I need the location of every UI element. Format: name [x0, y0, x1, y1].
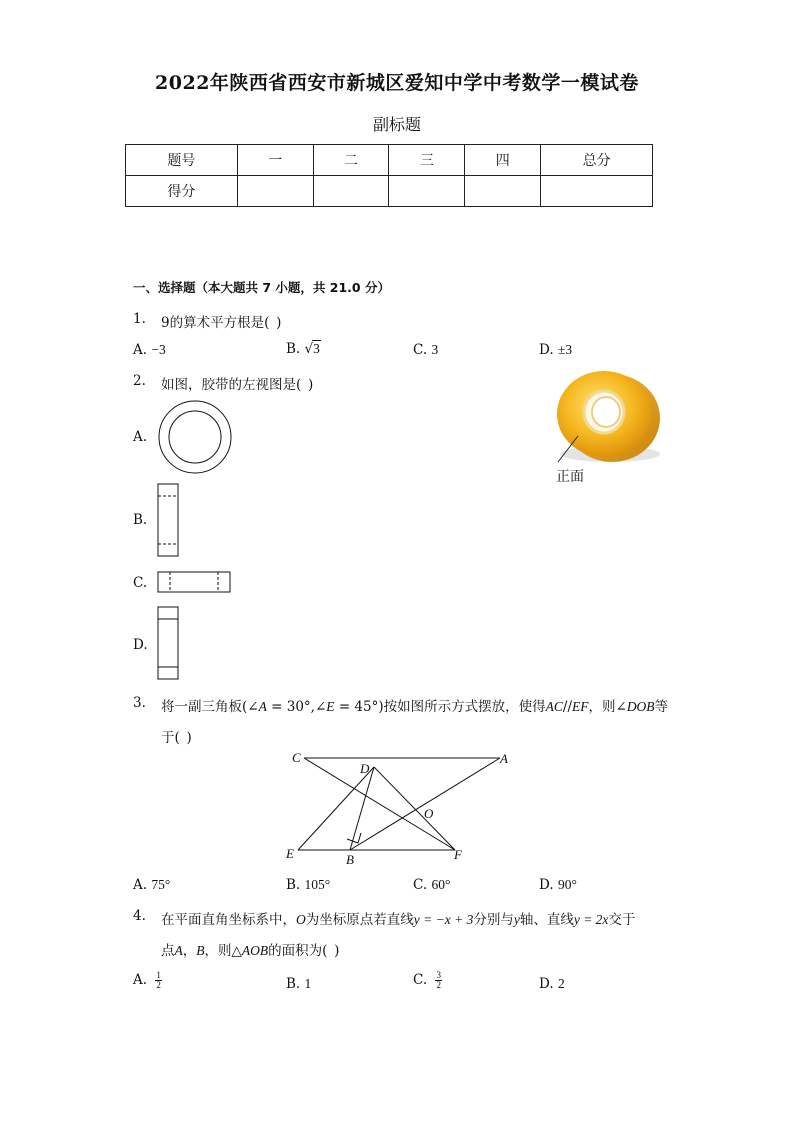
math-var: A: [258, 699, 267, 714]
option-value: ±3: [557, 342, 573, 357]
q3-triangle-figure: [280, 745, 520, 870]
option-label: D.: [539, 877, 554, 893]
option-label: B.: [286, 877, 301, 893]
q4-option-d: [539, 976, 565, 992]
score-table-row: [126, 176, 653, 207]
math-var: AOB: [241, 943, 269, 958]
point-label-F: F: [454, 847, 462, 862]
math-var: E: [326, 699, 335, 714]
fraction: [155, 971, 162, 990]
q4-number: 4.: [133, 908, 146, 924]
q3-text-part: = 45°)按如图所示方式摆放，使得: [334, 699, 546, 715]
q2-text: 如图，胶带的左视图是( ): [161, 377, 314, 393]
option-value: 1: [304, 976, 312, 991]
math-var: AC: [545, 699, 563, 714]
fraction-numerator: 3: [436, 970, 441, 980]
math-var: y: [513, 912, 520, 927]
option-label: A.: [133, 972, 148, 988]
option-label: A.: [133, 877, 148, 893]
score-table-header: 一: [237, 145, 313, 176]
q4-text-part: 分别与: [473, 912, 514, 928]
page-title: 2022年陕西省西安市新城区爱知中学中考数学一模试卷: [155, 72, 639, 94]
point-label-O: O: [424, 806, 434, 821]
point-label-D: D: [360, 761, 370, 776]
q4-text-line2: [161, 939, 339, 959]
q3-text-part: 等: [654, 699, 669, 715]
q2-option-a-figure: [156, 400, 236, 476]
photo-caption: 正面: [556, 469, 584, 485]
q2-option-c-figure: [156, 571, 234, 595]
option-label: D.: [539, 342, 554, 358]
score-table-header: 总分: [541, 145, 653, 176]
outer-rect: [158, 607, 178, 679]
math-var: DOB: [626, 699, 655, 714]
q2-option-a-label: A.: [133, 429, 148, 445]
segment-ED: [298, 767, 374, 850]
q3-option-b: [286, 877, 330, 893]
q4-text-part: 在平面直角坐标系中，: [161, 912, 296, 928]
q1-option-a: [133, 342, 166, 358]
option-value: 60°: [431, 877, 451, 892]
fraction-numerator: 1: [156, 970, 161, 980]
inner-circle: [169, 411, 221, 463]
score-table-header: 三: [389, 145, 465, 176]
point-label-C: C: [292, 750, 301, 765]
option-label: C.: [413, 972, 428, 988]
q3-option-a: [133, 877, 170, 893]
math-var: O: [296, 912, 306, 927]
q2-option-d-figure: [156, 606, 182, 682]
q3-text: [161, 695, 668, 715]
option-value: 3: [431, 342, 439, 357]
q2-option-b-label: B.: [133, 512, 148, 528]
q3-text-part: = 30°,∠: [266, 699, 327, 715]
q4-text-part: 轴、直线: [519, 912, 574, 928]
page-subtitle: 副标题: [372, 115, 421, 134]
score-cell: [313, 176, 389, 207]
option-label: B.: [286, 976, 301, 992]
q3-text-part: ，则∠: [588, 699, 627, 715]
q2-option-d-label: D.: [133, 637, 148, 653]
score-table-header: 题号: [126, 145, 238, 176]
q4-text-part: 的面积为( ): [268, 943, 340, 959]
outer-circle: [159, 401, 231, 473]
q2-number: 2.: [133, 373, 146, 389]
math-expression: y = 2x: [573, 912, 609, 927]
q4-text-part: 交于: [608, 912, 636, 928]
q4-text-part: ，: [182, 943, 197, 959]
q4-text: [161, 908, 635, 928]
score-cell: [465, 176, 541, 207]
score-table-header: 四: [465, 145, 541, 176]
point-label-E: E: [286, 846, 294, 861]
outer-rect: [158, 484, 178, 556]
q1-option-c: [413, 342, 438, 358]
score-cell: [389, 176, 465, 207]
fraction-denominator: 2: [436, 980, 441, 990]
option-label: D.: [539, 976, 554, 992]
q4-text-part: 为坐标原点若直线: [305, 912, 414, 928]
option-label: B.: [286, 341, 301, 357]
option-label: C.: [413, 342, 428, 358]
score-cell: [541, 176, 653, 207]
q4-text-part: 点: [161, 943, 175, 959]
outer-rect: [158, 572, 230, 592]
q2-option-b-figure: [156, 483, 182, 559]
option-value: 90°: [557, 877, 577, 892]
option-value: 2: [557, 976, 565, 991]
score-table-header: 二: [313, 145, 389, 176]
radical-sign: √: [304, 341, 314, 357]
score-table-header-row: [126, 145, 653, 176]
option-label: A.: [133, 342, 148, 358]
score-cell: [237, 176, 313, 207]
q4-text-part: ，则△: [204, 943, 242, 959]
math-var: EF: [572, 699, 589, 714]
q4-option-a: [133, 971, 162, 990]
q3-option-d: [539, 877, 577, 893]
q1-text: 9的算术平方根是( ): [161, 315, 282, 331]
fraction: [435, 971, 442, 990]
math-var: A: [174, 943, 183, 958]
q4-option-c: [413, 971, 442, 990]
q1-option-d: [539, 342, 572, 358]
math-var: B: [196, 943, 205, 958]
point-label-A: A: [500, 751, 508, 766]
q3-number: 3.: [133, 695, 146, 711]
q3-text-part: //: [562, 699, 572, 715]
q3-text-part: 将一副三角板(∠: [161, 699, 259, 715]
q1-number: 1.: [133, 311, 146, 327]
option-label: C.: [413, 877, 428, 893]
tape-hole: [592, 397, 620, 427]
q1-option-b: [286, 340, 321, 357]
score-row-label: 得分: [126, 176, 238, 207]
q3-option-c: [413, 877, 450, 893]
point-label-B: B: [346, 852, 354, 867]
score-table: [125, 144, 653, 207]
option-value: 105°: [304, 877, 331, 892]
q3-text-line2: 于( ): [161, 730, 192, 746]
option-value: −3: [151, 342, 166, 357]
q4-option-b: [286, 976, 311, 992]
section-heading: 一、选择题（本大题共 7 小题，共 21.0 分）: [133, 280, 390, 295]
math-expression: y = −x + 3: [413, 912, 474, 927]
q2-option-c-label: C.: [133, 575, 148, 591]
segment-CF: [304, 758, 455, 850]
option-value: 75°: [151, 877, 171, 892]
fraction-denominator: 2: [156, 980, 161, 990]
option-value: 3: [313, 341, 320, 356]
